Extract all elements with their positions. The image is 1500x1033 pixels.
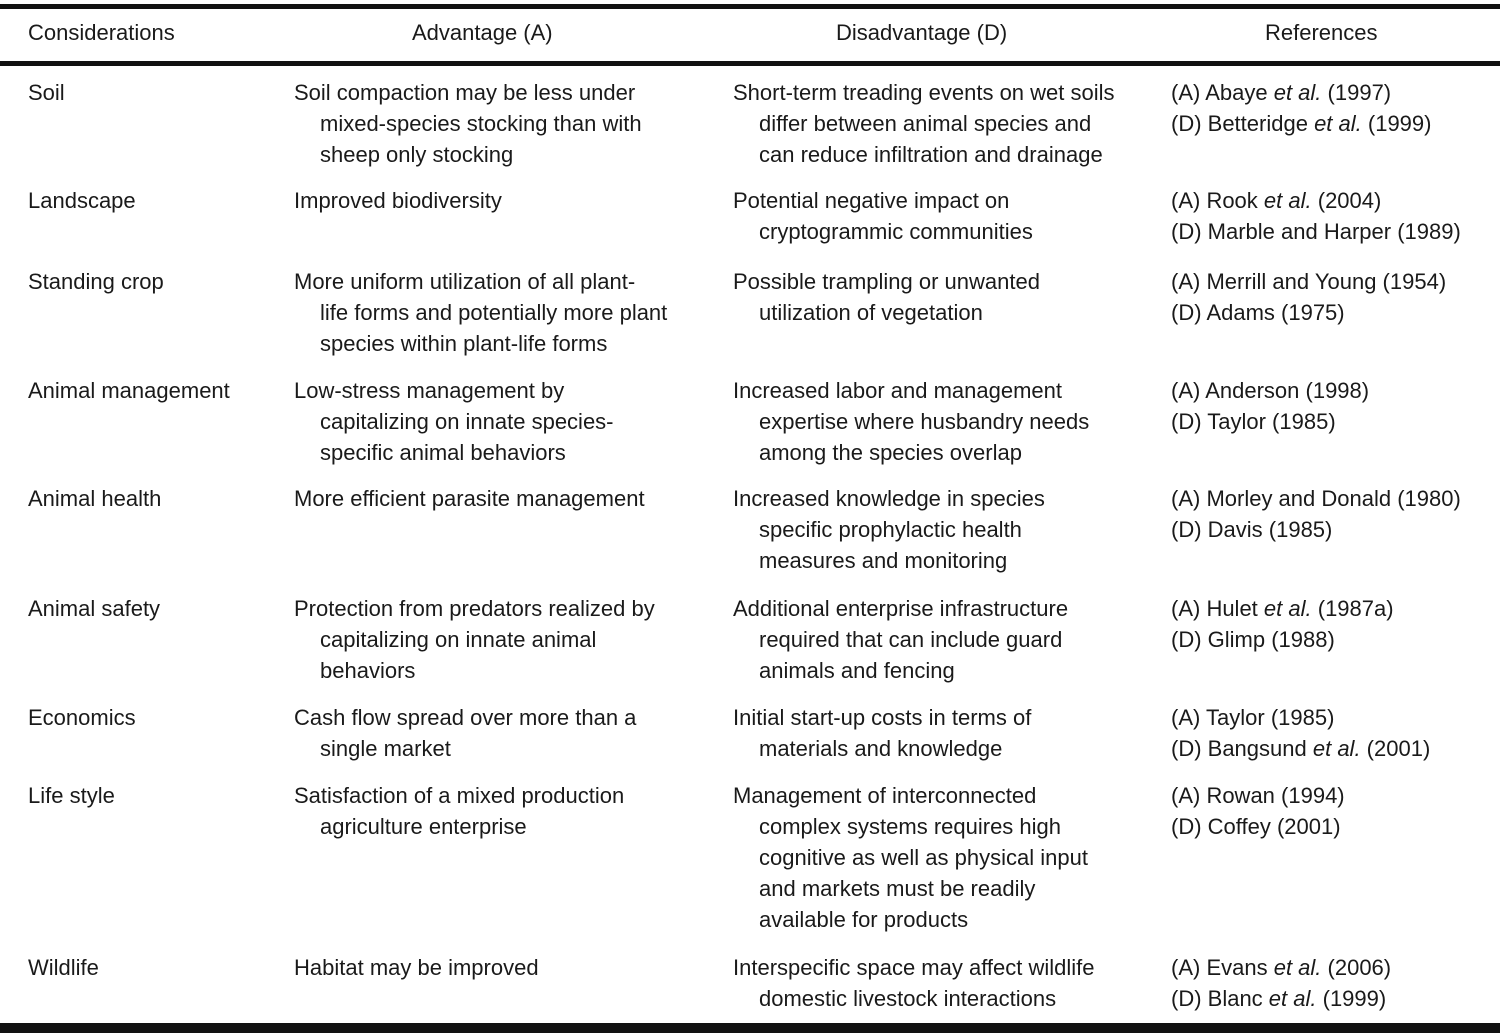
reference-author: (D) Bangsund [1171,736,1313,761]
cell-advantage [294,593,714,686]
reference-author: (A) Morley and Donald (1980) [1171,486,1461,511]
cell-consideration: Animal management [28,378,230,403]
reference-line [1171,624,1496,655]
cell-consideration: Animal safety [28,596,161,621]
advantage-line: behaviors [320,658,416,683]
header-references: References [1265,20,1378,45]
advantage-line: Improved biodiversity [294,188,502,213]
advantage-line: More uniform utilization of all plant- [294,269,636,294]
cell-consideration: Wildlife [28,955,99,980]
disadvantage-line: differ between animal species and [759,111,1092,136]
reference-author: (D) Davis (1985) [1171,517,1333,542]
reference-line [1171,733,1496,764]
cell-references [1171,266,1496,328]
reference-author: (A) Abaye [1171,80,1274,105]
disadvantage-line: Interspecific space may affect wildlife [733,955,1095,980]
reference-line [1171,952,1496,983]
cell-references [1171,483,1496,545]
disadvantage-line: utilization of vegetation [759,300,983,325]
advantage-line: Cash flow spread over more than a [294,705,637,730]
reference-author: (A) Merrill and Young (1954) [1171,269,1447,294]
cell-advantage [294,266,714,359]
cell-disadvantage [733,952,1153,1014]
disadvantage-line: complex systems requires high [759,814,1062,839]
reference-line [1171,108,1496,139]
reference-et-al: et al. [1273,955,1322,980]
reference-line [1171,593,1496,624]
reference-year: (2001) [1360,736,1431,761]
disadvantage-line: Increased knowledge in species [733,486,1045,511]
advantage-line: capitalizing on innate animal [320,627,597,652]
cell-disadvantage [733,266,1153,328]
disadvantage-line: Management of interconnected [733,783,1037,808]
advantage-line: sheep only stocking [320,142,514,167]
cell-disadvantage [733,77,1153,170]
advantage-line: Habitat may be improved [294,955,539,980]
cell-references [1171,702,1496,764]
advantage-line: mixed-species stocking than with [320,111,642,136]
disadvantage-line: Additional enterprise infrastructure [733,596,1069,621]
disadvantage-line: domestic livestock interactions [759,986,1057,1011]
reference-author: (A) Hulet [1171,596,1264,621]
cell-advantage [294,375,714,468]
disadvantage-line: cognitive as well as physical input [759,845,1088,870]
cell-disadvantage [733,375,1153,468]
reference-line [1171,702,1496,733]
reference-author: (D) Blanc [1171,986,1269,1011]
reference-line [1171,266,1496,297]
reference-author: (D) Adams (1975) [1171,300,1345,325]
cell-advantage [294,77,714,170]
cell-disadvantage [733,780,1153,935]
cell-advantage [294,702,714,764]
cell-consideration: Soil [28,80,65,105]
reference-author: (A) Evans [1171,955,1274,980]
advantage-line: Satisfaction of a mixed production [294,783,625,808]
reference-year: (1999) [1361,111,1432,136]
reference-line [1171,297,1496,328]
advantage-line: specific animal behaviors [320,440,566,465]
disadvantage-line: Short-term treading events on wet soils [733,80,1115,105]
table-header-rule [0,61,1500,66]
cell-advantage [294,952,714,983]
cell-consideration: Standing crop [28,269,164,294]
reference-author: (D) Marble and Harper (1989) [1171,219,1461,244]
reference-year: (1997) [1321,80,1392,105]
reference-et-al: et al. [1312,736,1361,761]
cell-disadvantage [733,185,1153,247]
advantage-line: Low-stress management by [294,378,565,403]
cell-consideration: Life style [28,783,115,808]
cell-references [1171,952,1496,1014]
reference-et-al: et al. [1273,80,1322,105]
cell-advantage [294,483,714,514]
cell-references [1171,375,1496,437]
reference-line [1171,77,1496,108]
reference-line [1171,811,1496,842]
disadvantage-line: Initial start-up costs in terms of [733,705,1032,730]
reference-line [1171,780,1496,811]
reference-author: (D) Glimp (1988) [1171,627,1335,652]
reference-year: (2006) [1321,955,1392,980]
reference-year: (2004) [1311,188,1382,213]
reference-year: (1987a) [1311,596,1394,621]
table-top-rule [0,4,1500,9]
cell-references [1171,185,1496,247]
reference-author: (D) Betteridge [1171,111,1315,136]
cell-consideration: Animal health [28,486,162,511]
disadvantage-line: animals and fencing [759,658,955,683]
reference-line [1171,375,1496,406]
disadvantage-line: expertise where husbandry needs [759,409,1090,434]
cell-consideration: Landscape [28,188,136,213]
reference-et-al: et al. [1268,986,1317,1011]
disadvantage-line: cryptogrammic communities [759,219,1033,244]
cell-references [1171,780,1496,842]
reference-line [1171,983,1496,1014]
cell-disadvantage [733,702,1153,764]
reference-line [1171,216,1496,247]
reference-author: (A) Taylor (1985) [1171,705,1335,730]
disadvantage-line: Possible trampling or unwanted [733,269,1040,294]
disadvantage-line: among the species overlap [759,440,1022,465]
header-considerations: Considerations [28,20,175,45]
reference-author: (D) Taylor (1985) [1171,409,1336,434]
disadvantage-line: measures and monitoring [759,548,1008,573]
cell-advantage [294,780,714,842]
cell-disadvantage [733,593,1153,686]
cell-consideration: Economics [28,705,136,730]
advantage-line: species within plant-life forms [320,331,608,356]
reference-year: (1999) [1316,986,1387,1011]
header-advantage: Advantage (A) [412,20,553,45]
reference-line [1171,483,1496,514]
disadvantage-line: and markets must be readily [759,876,1036,901]
reference-author: (D) Coffey (2001) [1171,814,1341,839]
disadvantage-line: required that can include guard [759,627,1063,652]
cell-references [1171,593,1496,655]
cell-references [1171,77,1496,139]
disadvantage-line: Increased labor and management [733,378,1062,403]
reference-author: (A) Anderson (1998) [1171,378,1370,403]
cell-advantage [294,185,714,216]
advantage-line: Protection from predators realized by [294,596,655,621]
cell-disadvantage [733,483,1153,576]
disadvantage-line: specific prophylactic health [759,517,1022,542]
reference-line [1171,185,1496,216]
advantage-line: single market [320,736,451,761]
reference-author: (A) Rook [1171,188,1264,213]
reference-et-al: et al. [1263,188,1312,213]
disadvantage-line: can reduce infiltration and drainage [759,142,1103,167]
advantage-line: life forms and potentially more plant [320,300,668,325]
reference-line [1171,406,1496,437]
reference-et-al: et al. [1314,111,1362,136]
advantage-line: agriculture enterprise [320,814,527,839]
advantage-line: capitalizing on innate species- [320,409,614,434]
disadvantage-line: Potential negative impact on [733,188,1010,213]
reference-line [1171,514,1496,545]
header-disadvantage: Disadvantage (D) [836,20,1008,45]
advantage-line: More efficient parasite management [294,486,645,511]
reference-et-al: et al. [1263,596,1312,621]
advantage-line: Soil compaction may be less under [294,80,636,105]
disadvantage-line: available for products [759,907,969,932]
reference-author: (A) Rowan (1994) [1171,783,1345,808]
table-bottom-rule [0,1023,1500,1033]
disadvantage-line: materials and knowledge [759,736,1003,761]
